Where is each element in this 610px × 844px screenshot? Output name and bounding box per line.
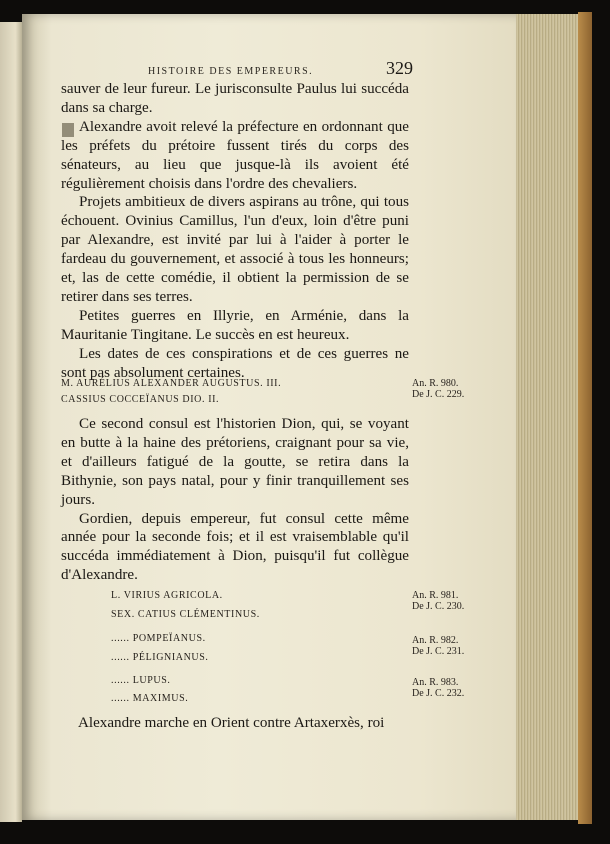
year-an-roma: An. R. 983. [412,677,459,688]
paragraph: Alexandre avoit relevé la préfecture en ordonnant que les préfets du prétoire fussent tirés du corps des sénateurs, au lieu que jusque-là ils avoient été régulièrement choisis dans l'ordre des chevaliers. [61,118,409,192]
paragraph: Ce second consul est l'historien Dion, qui, se voyant en butte à la haine des prétoriens, craignant pour sa vie, et d'ailleurs fatigué de la goutte, se retira dans la Bithynie, son pays natal, pour y finir tranquillement ses jours. [61,416,409,508]
year-an-roma: An. R. 982. [412,635,459,646]
page-block-edge [516,14,582,820]
paragraph: Les dates de ces conspirations et de ces guerres ne sont pas absolument certaines. [61,345,409,381]
paragraph: Petites guerres en Illyrie, en Arménie, dans la Mauritanie Tingitane. Le succès en est heureux. [61,307,409,343]
year-jesus-christ: De J. C. 230. [412,601,465,612]
year-jesus-christ: De J. C. 231. [412,646,465,657]
year-jesus-christ: De J. C. 232. [412,688,465,699]
ink-stain [62,123,74,137]
year-jesus-christ: De J. C. 229. [412,389,465,400]
last-line: Alexandre marche en Orient contre Artaxerxès, roi [78,715,385,731]
consul-name: ...... LUPUS. [111,675,171,686]
paragraph: sauver de leur fureur. Le jurisconsulte Paulus lui succéda dans sa charge. [61,81,409,116]
consul-name: SEX. CATIUS CLÉMENTINUS. [111,609,260,620]
book-cover-edge [578,12,592,824]
year-an-roma: An. R. 980. [412,378,459,389]
body-text-top [61,80,409,383]
consul-name: CASSIUS COCCEÏANUS DIO. II. [61,394,220,405]
consul-name: ...... MAXIMUS. [111,693,189,704]
year-an-roma: An. R. 981. [412,590,459,601]
consul-name: ...... PÉLIGNIANUS. [111,652,209,663]
facing-page-edge [0,22,22,822]
paragraph: Gordien, depuis empereur, fut consul cette même année pour la seconde fois; et il est vraisemblable qu'il succéda immédiatement à Dion, puisqu'il fut collègue d'Alexandre. [61,510,409,584]
consul-name: ...... POMPEÏANUS. [111,633,206,644]
body-text-middle [61,415,409,585]
page-number: 329 [386,58,413,78]
paragraph: Projets ambitieux de divers aspirans au trône, qui tous échouent. Ovinius Camillus, l'un d'eux, loin d'être puni par Alexandre, est invité par lui à l'aider à porter le fardeau du gouvernement, et associé à tous les honneurs; et, las de cette comédie, il obtient la permission de se retirer dans ses terres. [61,194,409,305]
running-head: HISTOIRE DES EMPEREURS. [148,66,314,77]
consul-name: L. VIRIUS AGRICOLA. [111,590,223,601]
consul-name: M. AURÉLIUS ALEXANDER AUGUSTUS. III. [61,378,282,389]
